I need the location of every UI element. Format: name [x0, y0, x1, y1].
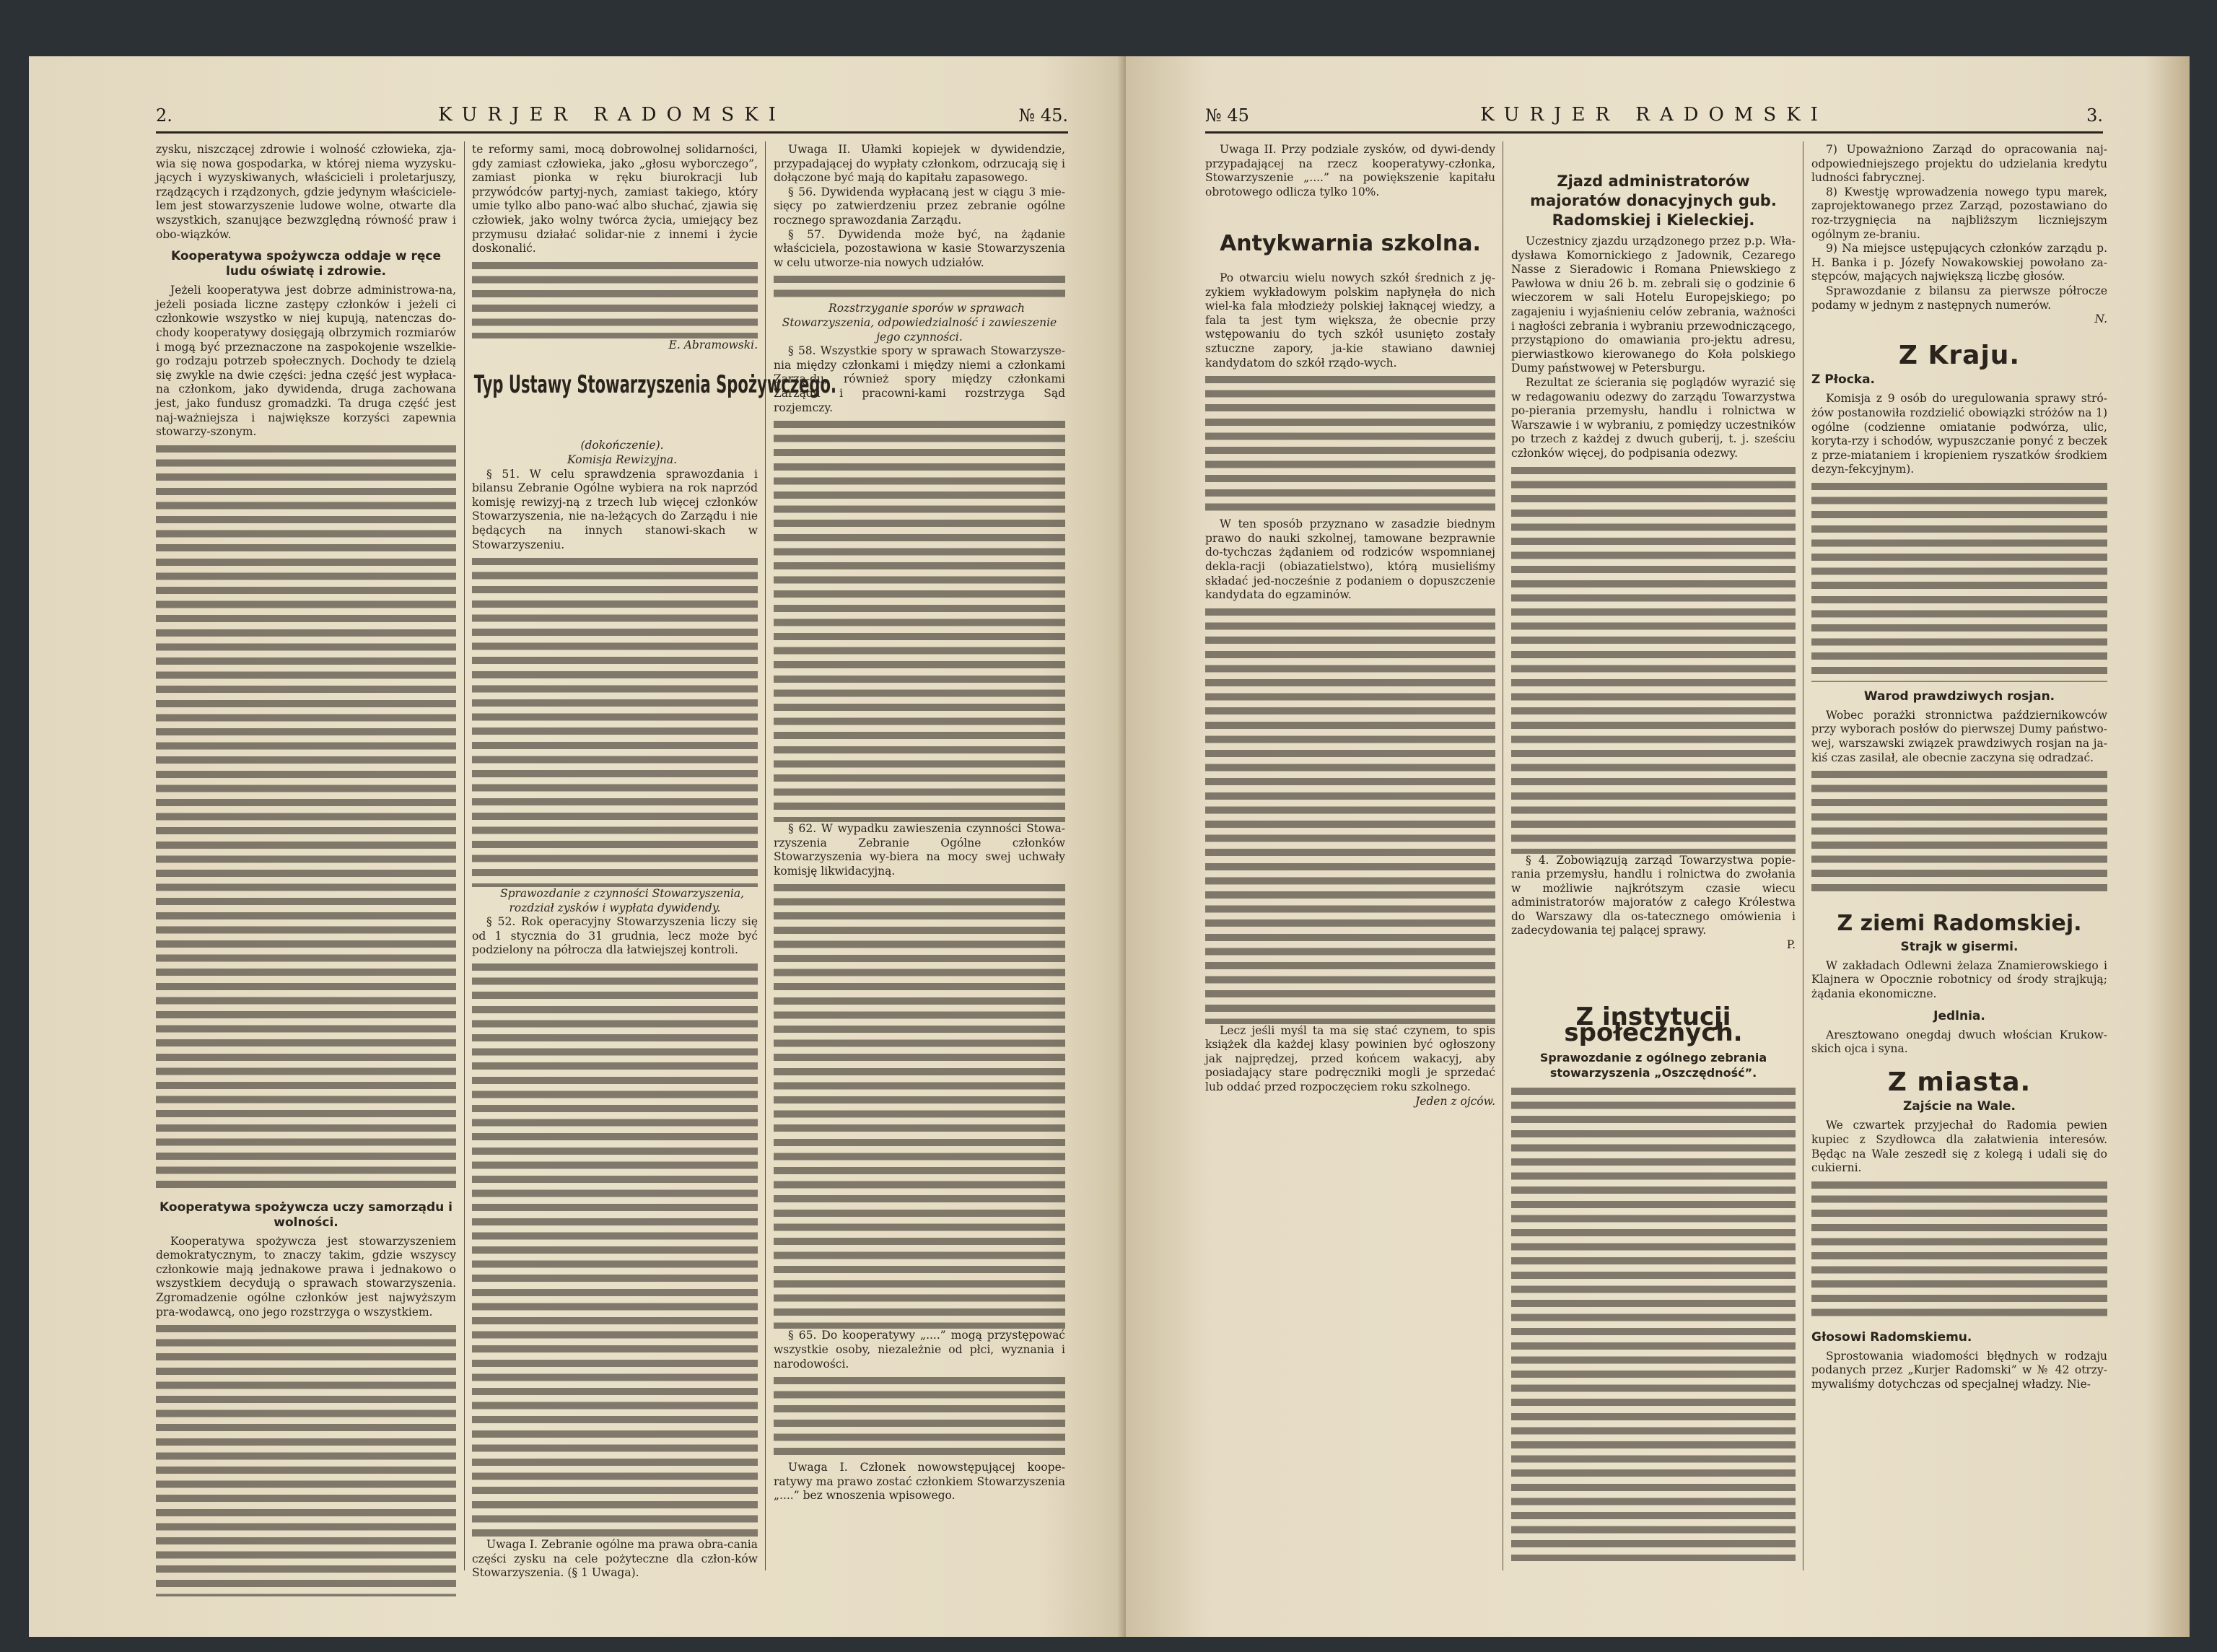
article-text: 9) Na miejsce ustępujących członków zarządu p. H. Banka i p. Józefy Nowakowskiej powołano za-stępców, mających największą liczbę głosów. [1811, 242, 2107, 284]
article-text: § 56. Dywidenda wypłacaną jest w ciągu 3 mie-sięcy po zatwierdzeniu przez zebranie ogólne rocznego sprawozdania Zarządu. [774, 185, 1065, 227]
text-lines [472, 555, 758, 887]
subsection-heading: Zajście na Wale. [1902, 1099, 2016, 1114]
article-text: § 51. W celu sprawdzenia sprawozdania i bilansu Zebranie Ogólne wybiera na rok naprzód komisję rewizyj-ną z trzech lub więcej członków Stowarzyszenia, nie na-leżących do Zarządu i nie będących na innych stanowi-skach w Stowarzyszeniu. [472, 467, 758, 551]
page-edge [2146, 56, 2190, 1637]
column-divider [765, 141, 766, 1570]
text-lines [1811, 1179, 2107, 1323]
article-text: 8) Kwestję wprowadzenia nowego typu marek, zaprojektowanego przez Zarząd, pozostawiano do roz-trzygnięcia na najbliższym liczniejszym ogólnym ze-braniu. [1811, 185, 2107, 241]
section-title: Z Kraju. [1898, 340, 2021, 370]
subtitle: Komisja Rewizyjna. [567, 453, 678, 466]
left-page-header [156, 101, 1068, 130]
subsection-heading: Z Płocka. [1811, 372, 1876, 388]
subsection-heading: Warod prawdziwych rosjan. [1863, 689, 2055, 704]
text-lines [1205, 373, 1495, 517]
text-lines [1811, 480, 2107, 682]
issue-number: № 45. [1018, 105, 1068, 126]
section-title: Z ziemi Radomskiej. [1837, 911, 2082, 937]
article-text: Jeżeli kooperatywa jest dobrze administrowa-na, jeżeli posiada liczne zastępy członków i jeżeli ci członkowie wszystko w niej kupują, natenczas do-chody kooperatywy dosięgają olbrzymich rozmiarów i mogą być przeznaczone na zaspokojenie wszelkie-go rodzaju potrzeb społecznych. Dochody te dzielą się zwykle na dwie części: jedna część jest wypłaca-na członkom, jako dywidenda, druga zachowana jest, jako fundusz gromadzki. Ta druga część jest naj-ważniejsza i największe korzyści zapewnia stowarzy-szonym. [156, 284, 456, 439]
article-heading [1205, 231, 1495, 257]
right-page [1126, 56, 2190, 1637]
column-divider [464, 141, 465, 1570]
text-lines [774, 418, 1065, 822]
article-text: § 4. Zobowiązują zarząd Towarzystwa popie-rania przemysłu, handlu i rolnictwa do zwołania w możliwie najkrótszym czasie wiecu administratorów majoratów z całego Królestwa do Warszawy dla os-tatecznego omówienia i zadecydowania tej palącej sprawy. [1511, 853, 1796, 938]
article-text: Uwaga I. Członek nowowstępującej koope-ratywy ma prawo zostać członkiem Stowarzyszenia „....” bez wnoszenia wpisowego. [774, 1461, 1065, 1503]
article-text: We czwartek przyjechał do Radomia pewien kupiec z Szydłowca dla załatwienia interesów. Będąc na Wale zeszedł się z kolegą i udali się do cukierni. [1811, 1119, 2107, 1175]
text-lines [1205, 606, 1495, 1024]
article-text: § 62. W wypadku zawieszenia czynności Stowa-rzyszenia Zebranie Ogólne członków Stowarzyszenia wy-biera na mocy swej uchwały komisję likwidacyjną. [774, 822, 1065, 878]
text-lines [472, 259, 758, 338]
text-lines [156, 1322, 456, 1596]
article-title: Typ Ustawy Stowarzyszenia Spożywczego. [473, 370, 837, 400]
article-title: Antykwarnia szkolna. [1220, 231, 1481, 257]
header-rule [1205, 131, 2103, 134]
subsection-heading: Strajk w gisermi. [1900, 939, 2019, 954]
article-column-3 [1811, 143, 2107, 1392]
article-text: § 58. Wszystkie spory w sprawach Stowarzysze-nia między członkami i między niemi a członkami Zarzą-du, również spory między członkami Zarządu i pracowni-kami rozstrzyga Sąd rozjemczy. [774, 344, 1065, 414]
text-lines [1511, 464, 1796, 854]
newspaper-spread [29, 56, 2190, 1637]
article-column-1 [156, 143, 456, 1596]
article-text: Sprostowania wiadomości błędnych w rodzaju podanych przez „Kurjer Radomski” w № 42 otrzy-mywaliśmy dotychczas od specjalnej władzy. Nie- [1811, 1349, 2107, 1391]
article-text: Rezultat ze ścierania się poglądów wyrazić się w redagowaniu odezwy do zarządu Towarzystwa po-pierania przemysłu, handlu i rolnictwa w Warszawie i w wybraniu, z pomiędzy uczestników po trzech z każdej z dwuch guberij, t. j. sześciu członków więcej, do podpisania odezwy. [1511, 375, 1796, 460]
article-heading [472, 370, 837, 429]
subsection-heading: Głosowi Radomskiemu. [1811, 1329, 1972, 1345]
text-lines [774, 273, 1065, 302]
text-lines [1511, 1085, 1796, 1561]
article-heading: Zjazd administratorów majoratów donacyjnych gub. Radomskiej i Kieleckiej. [1530, 172, 1777, 229]
article-text: Uwaga I. Zebranie ogólne ma prawa obra-cania części zysku na cele pożyteczne dla człon-ków Stowarzyszenia. (§ 1 Uwaga). [472, 1538, 758, 1580]
article-column-2 [1511, 143, 1796, 1561]
text-lines [156, 442, 456, 1193]
article-title: Z instytucji społecznych. [1564, 1002, 1743, 1048]
text-lines [774, 1374, 1065, 1461]
article-text: zysku, niszczącej zdrowie i wolność człowieka, zja-wia się nowa gospodarka, w której niema wyzysku-jących i wyzyskiwanych, właścicieli i proletarjuszy, rządzących i rządzonych, gdzie jedynym właściciele-lem jest stowarzyszenie ludowe wolne, otwarte dla wszystkich, szanujące bezwzględną równość praw i obo-wiązków. [156, 143, 456, 241]
section-heading: Kooperatywa spożywcza uczy samorządu i wolności. [159, 1199, 452, 1230]
article-text: § 52. Rok operacyjny Stowarzyszenia liczy się od 1 stycznia do 31 grudnia, lecz może być podzielony na półrocza dla łatwiejszej kontroli. [472, 915, 758, 957]
article-text: W zakładach Odlewni żelaza Znamierowskiego i Klajnera w Opocznie robotnicy od środy strajkują; żądania ekonomiczne. [1811, 958, 2107, 1001]
section-heading: Kooperatywa spożywcza oddaje w ręce ludu oświatę i zdrowie. [170, 249, 441, 279]
section-heading [1811, 1067, 2107, 1097]
article-text: Kooperatywa spożywcza jest stowarzyszeniem demokratycznym, to znaczy takim, gdzie wszyscy członkowie mają jednakowe prawa i jednakowo o wszystkiem decydują o sprawach stowarzyszenia. Zgromadzenie ogólne członków jest najwyższym pra-wodawcą, ono jego rozstrzyga o wszystkiem. [156, 1234, 456, 1319]
article-text: Komisja z 9 osób do uregulowania sprawy stró-żów postanowiła rozdzielić obowiązki stróżów na 1) ogólne (codzienne omiatanie podwórza, ulic, koryta-rzy i schodów, wypuszczanie ponyć z beczek z prze-miataniem i kropieniem ryszatków środkiem dezyn-fekcyjnym). [1811, 392, 2107, 476]
article-text: Wobec porażki stronnictwa październikowców przy wyborach posłów do pierwszej Dumy państwo-wej, warszawski związek prawdziwych rosjan na ja-kiś czas zasilał, ale obecnie zaczyna się odradzać. [1811, 708, 2107, 764]
text-lines [472, 961, 758, 1538]
header-rule [156, 131, 1068, 134]
article-text: W ten sposób przyznano w zasadzie biednym prawo do nauki szkolnej, tamowane bezprawnie do-tychczas żądaniem od rodziców wspomnianej dekla-racji (obiazatielstwo), którą musieliśmy składać jed-nocześnie z podaniem o dopuszczenie kandydata do egzaminów. [1205, 517, 1495, 602]
issue-number: № 45 [1205, 105, 1249, 126]
article-text: Sprawozdanie z bilansu za pierwsze półrocze podamy w jednym z następnych numerów. [1811, 284, 2107, 312]
article-column-2 [472, 143, 837, 1581]
author-signature: Jeden z ojców. [1415, 1094, 1495, 1108]
subtitle: Rozstrzyganie sporów w sprawach Stowarzyszenia, odpowiedzialność i zawieszenie jego czynności. [782, 302, 1057, 344]
left-page [29, 56, 1126, 1637]
newspaper-title: KURJER RADOMSKI [438, 104, 786, 126]
article-column-1 [1205, 143, 1495, 1109]
article-text: § 65. Do kooperatywy „....” mogą przystępować wszystkie osoby, niezależnie od płci, wyznania i narodowości. [774, 1329, 1065, 1371]
subsection-heading: Jedlnia. [1933, 1008, 1985, 1023]
page-number: 2. [156, 105, 172, 126]
article-heading [1511, 1002, 1796, 1048]
author-signature: E. Abramowski. [668, 338, 758, 351]
author-signature: N. [2094, 313, 2107, 326]
article-text: 7) Upoważniono Zarząd do opracowania naj-odpowiedniejszego projektu do udzielania kredytu ludności fabrycznej. [1811, 143, 2107, 185]
section-heading [1811, 911, 2107, 937]
right-page-header [1205, 101, 2103, 130]
subtitle: Sprawozdanie z czynności Stowarzyszenia, rozdział zysków i wypłata dywidendy. [499, 887, 745, 914]
subtitle: (dokończenie). [580, 439, 664, 453]
newspaper-title: KURJER RADOMSKI [1480, 104, 1828, 126]
article-text: Lecz jeśli myśl ta ma się stać czynem, to spis książek dla każdej klasy powinien być ogłoszony jak najprędzej, przed końcem wakacyj, aby posiadający stare podręczniki mogli je sprzedać lub oddać przed rozpoczęciem roku szkolnego. [1205, 1023, 1495, 1094]
section-title: Z miasta. [1887, 1067, 2032, 1097]
section-heading [1811, 340, 2107, 370]
article-text: Uczestnicy zjazdu urządzonego przez p.p. Wła-dysława Komornickiego z Jadownik, Cezarego Nasse z Sieradowic i Romana Pniewskiego z Pawłowa w dniu 26 b. m. zebrali się o godzinie 6 wieczorem w sali Hotelu Europejskiego; po zagajeniu i wyjaśnieniu celów zebrania, ważności i nagłości zebrania i wybraniu przewodniczącego, przystąpiono do omawiania pro-jektu adresu, pierwiastkowo kierowanego do Koła polskiego Dumy państwowej w Petersburgu. [1511, 235, 1796, 375]
article-column-3 [774, 143, 1065, 1503]
text-lines [774, 881, 1065, 1329]
section-heading: Sprawozdanie z ogólnego zebrania stowarzyszenia „Oszczędność”. [1539, 1050, 1767, 1080]
article-text: Uwaga II. Ułamki kopiejek w dywidendzie, przypadającej do wypłaty członkom, odrzucają się i dołączone być mają do kapitału zapasowego. [774, 143, 1065, 185]
article-text: § 57. Dywidenda może być, na żądanie właściciela, pozostawiona w kasie Stowarzyszenia w celu utworze-nia nowych udziałów. [774, 227, 1065, 269]
article-text: te reformy sami, mocą dobrowolnej solidarności, gdy zamiast człowieka, jako „głosu wyborczego”, zamiast pionka w ręku biurokracji lub przywódców partyj-nych, zamiast takiego, który umie tylko albo pano-wać albo słuchać, zjawia się człowiek, jako wolny twórca życia, umiejący bez przymusu działać solidar-nie z innemi i życie doskonalić. [472, 143, 758, 255]
text-lines [1811, 768, 2107, 898]
article-text: Po otwarciu wielu nowych szkół średnich z ję-zykiem wykładowym polskim napłynęła do nich wiel-ka fala młodzieży polskiej łaknącej wiedzy, a fala ta jest tym większa, że obecnie przy wstępowaniu do tych szkół usunięto zostały sztuczne zapory, ja-kie stawiano dawniej kandydatom do szkół rządo-wych. [1205, 271, 1495, 370]
article-text: Uwaga II. Przy podziale zysków, od dywi-dendy przypadającej na rzecz kooperatywy-członka, Stowarzyszenie „....” na powiększenie kapitału obrotowego odlicza tylko 10%. [1205, 143, 1495, 198]
author-signature: P. [1786, 938, 1796, 952]
page-number: 3. [2086, 105, 2103, 126]
article-text: Aresztowano onegdaj dwuch włościan Krukow-skich ojca i syna. [1811, 1028, 2107, 1056]
